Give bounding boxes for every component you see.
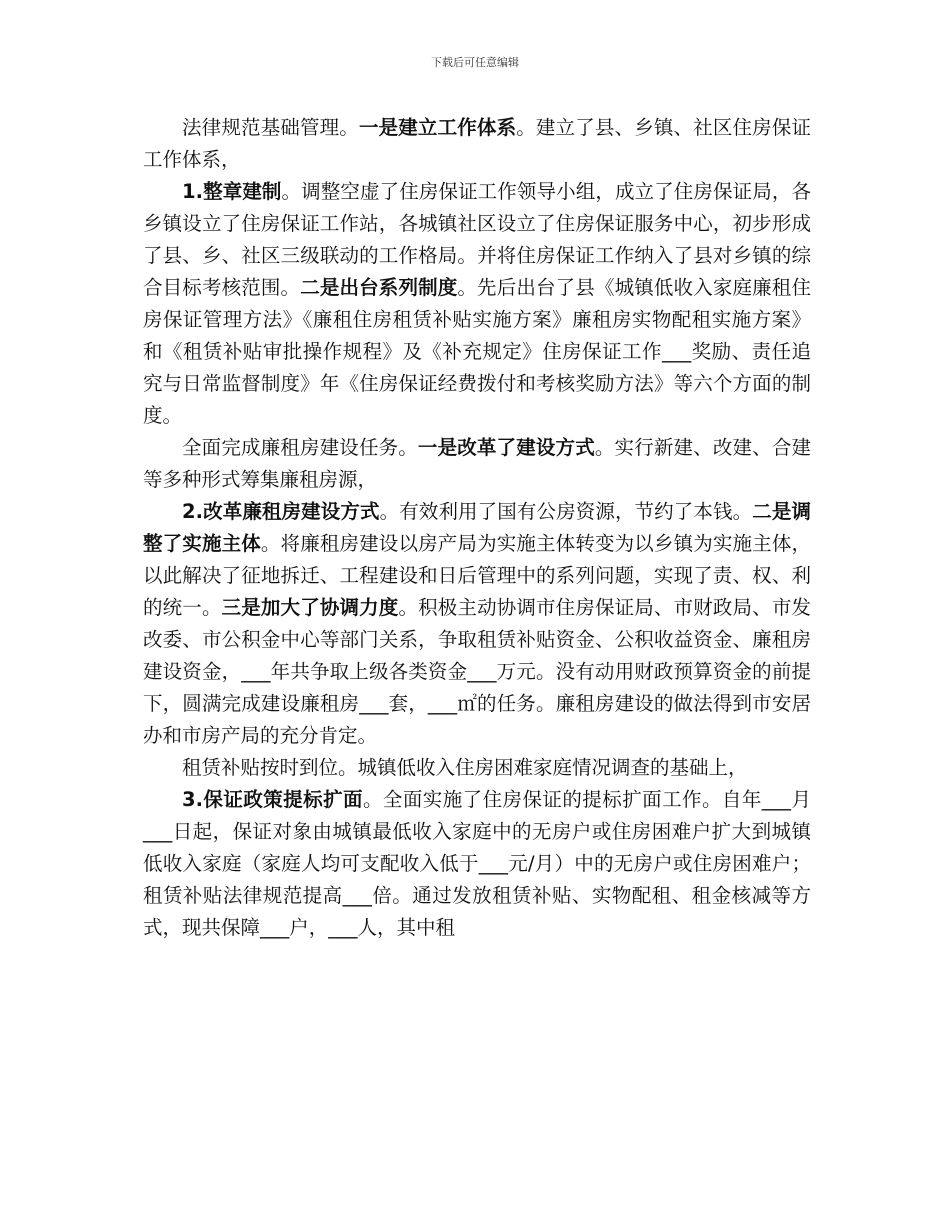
bold-heading-run: 一是建立工作体系 bbox=[358, 116, 517, 139]
text-run: 。全面实施了住房保证的提标扩面工作。自年___月___日起，保证对象由城镇最低收入家庭中的无房户或住房困难户扩大到城镇低收入家庭（家庭人均可支配收入低于___元/月）中的无房户或住房困难户；租赁补贴法律规范提高___倍。通过发放租赁补贴、实物配租、租金核减等方式，现共保障___户，___人，其中租 bbox=[143, 788, 811, 939]
document-body bbox=[143, 112, 811, 944]
bold-heading-run: 二是出台系列制度 bbox=[300, 276, 458, 299]
paragraph-5 bbox=[143, 752, 811, 784]
bold-heading-run: 二是调整了实施主体 bbox=[143, 500, 811, 555]
text-run: 。建立了县、乡镇、社区住房保证工作体系， bbox=[143, 116, 811, 171]
page-header: 下载后可任意编辑 bbox=[431, 56, 519, 69]
bold-heading-run: 1.整章建制 bbox=[182, 180, 282, 203]
bold-heading-run: 3.保证政策提标扩面 bbox=[182, 788, 363, 811]
paragraph-2 bbox=[143, 176, 811, 432]
text-run: 。将廉租房建设以房产局为实施主体转变为以乡镇为实施主体，以此解决了征地拆迁、工程建设和日后管理中的系列问题，实现了责、权、利的统一。 bbox=[143, 532, 811, 619]
bold-heading-run: 2.改革廉租房建设方式 bbox=[182, 500, 380, 523]
paragraph-6 bbox=[143, 784, 811, 944]
bold-heading-run: 三是加大了协调力度 bbox=[221, 596, 399, 619]
text-run: 。调整空虚了住房保证工作领导小组，成立了住房保证局，各乡镇设立了住房保证工作站，各城镇社区设立了住房保证服务中心，初步形成了县、乡、社区三级联动的工作格局。并将住房保证工作纳入了县对乡镇的综合目标考核范围。 bbox=[143, 180, 811, 299]
paragraph-1 bbox=[143, 112, 811, 176]
paragraph-4 bbox=[143, 496, 811, 752]
paragraph-3 bbox=[143, 432, 811, 496]
text-run: 全面完成廉租房建设任务。 bbox=[182, 436, 418, 459]
text-run: 。先后出台了县《城镇低收入家庭廉租住房保证管理方法》《廉租住房租赁补贴实施方案》廉租房实物配租实施方案》和《租赁补贴审批操作规程》及《补充规定》住房保证工作___奖励、责任追究与日常监督制度》年《住房保证经费拨付和考核奖励方法》等六个方面的制度。 bbox=[143, 276, 811, 427]
text-run: 。实行新建、改建、合建等多种形式筹集廉租房源， bbox=[143, 436, 811, 491]
text-run: 法律规范基础管理。 bbox=[182, 116, 359, 139]
bold-heading-run: 一是改革了建设方式 bbox=[417, 436, 595, 459]
text-run: 租赁补贴按时到位。城镇低收入住房困难家庭情况调查的基础上， bbox=[182, 756, 748, 779]
text-run: 。积极主动协调市住房保证局、市财政局、市发改委、市公积金中心等部门关系，争取租赁补贴资金、公积收益资金、廉租房建设资金，___年共争取上级各类资金___万元。没有动用财政预算资金的前提下，圆满完成建设廉租房___套，___㎡的任务。廉租房建设的做法得到市安居办和市房产局的充分肯定。 bbox=[143, 596, 811, 747]
text-run: 。有效利用了国有公房资源，节约了本钱。 bbox=[379, 500, 753, 523]
